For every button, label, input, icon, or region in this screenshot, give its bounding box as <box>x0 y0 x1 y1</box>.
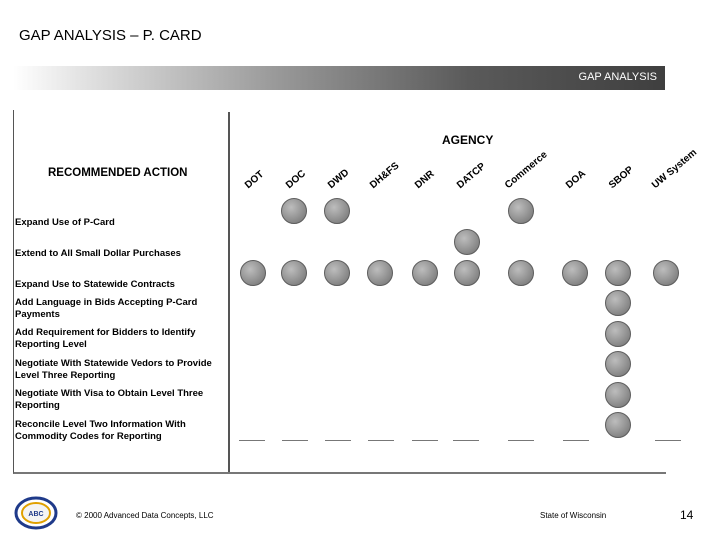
agency-col-sbop: SBOP <box>606 164 636 191</box>
action-row-label: Negotiate With Statewide Vedors to Provide Level Three Reporting <box>15 358 212 381</box>
marker-dot <box>454 229 480 255</box>
action-row-label: Expand Use of P-Card <box>15 217 115 228</box>
marker-dot <box>605 290 631 316</box>
baseline-dash <box>282 440 308 441</box>
marker-dot <box>605 321 631 347</box>
action-row-label: Reconcile Level Two Information With Commodity Codes for Reporting <box>15 419 186 442</box>
page-number: 14 <box>680 508 694 522</box>
logo-text: ABC <box>28 511 44 518</box>
baseline-dash <box>508 440 534 441</box>
banner-label: GAP ANALYSIS <box>578 71 657 83</box>
marker-dot <box>562 260 588 286</box>
company-logo <box>14 496 58 530</box>
baseline-dash <box>453 440 479 441</box>
agency-col-dnr: DNR <box>412 168 437 191</box>
baseline-dash <box>412 440 438 441</box>
column-divider <box>228 112 230 472</box>
agency-col-dhfs: DH&FS <box>367 160 402 191</box>
marker-dot <box>281 260 307 286</box>
agency-col-uw-system: UW System <box>649 147 700 191</box>
action-row-label: Expand Use to Statewide Contracts <box>15 279 175 290</box>
action-row-label: Add Requirement for Bidders to Identify Reporting Level <box>15 327 196 350</box>
marker-dot <box>281 198 307 224</box>
action-row-label: Negotiate With Visa to Obtain Level Three Reporting <box>15 388 204 411</box>
marker-dot <box>508 198 534 224</box>
marker-dot <box>454 260 480 286</box>
agency-col-datcp: DATCP <box>454 160 488 191</box>
baseline-dash <box>325 440 351 441</box>
baseline-dash <box>655 440 681 441</box>
marker-dot <box>605 260 631 286</box>
section-banner <box>13 66 665 90</box>
state-label: State of Wisconsin <box>540 511 607 520</box>
agency-col-doc: DOC <box>283 168 309 191</box>
agency-col-doa: DOA <box>563 168 589 191</box>
marker-dot <box>324 198 350 224</box>
marker-dot <box>367 260 393 286</box>
baseline-dash <box>368 440 394 441</box>
agency-col-commerce: Commerce <box>502 149 550 191</box>
marker-dot <box>605 412 631 438</box>
agency-col-dwd: DWD <box>325 167 352 191</box>
agency-col-dot: DOT <box>242 169 267 191</box>
marker-dot <box>508 260 534 286</box>
marker-dot <box>653 260 679 286</box>
marker-dot <box>324 260 350 286</box>
action-row-label: Add Language in Bids Accepting P-Card Payments <box>15 297 198 320</box>
agency-header: AGENCY <box>442 133 494 147</box>
baseline-dash <box>563 440 589 441</box>
baseline-dash <box>239 440 265 441</box>
recommended-action-header: RECOMMENDED ACTION <box>48 167 188 179</box>
page-title: GAP ANALYSIS – P. CARD <box>19 27 202 44</box>
marker-dot <box>240 260 266 286</box>
copyright-text: © 2000 Advanced Data Concepts, LLC <box>76 511 214 520</box>
marker-dot <box>412 260 438 286</box>
marker-dot <box>605 382 631 408</box>
action-row-label: Extend to All Small Dollar Purchases <box>15 248 181 259</box>
marker-dot <box>605 351 631 377</box>
